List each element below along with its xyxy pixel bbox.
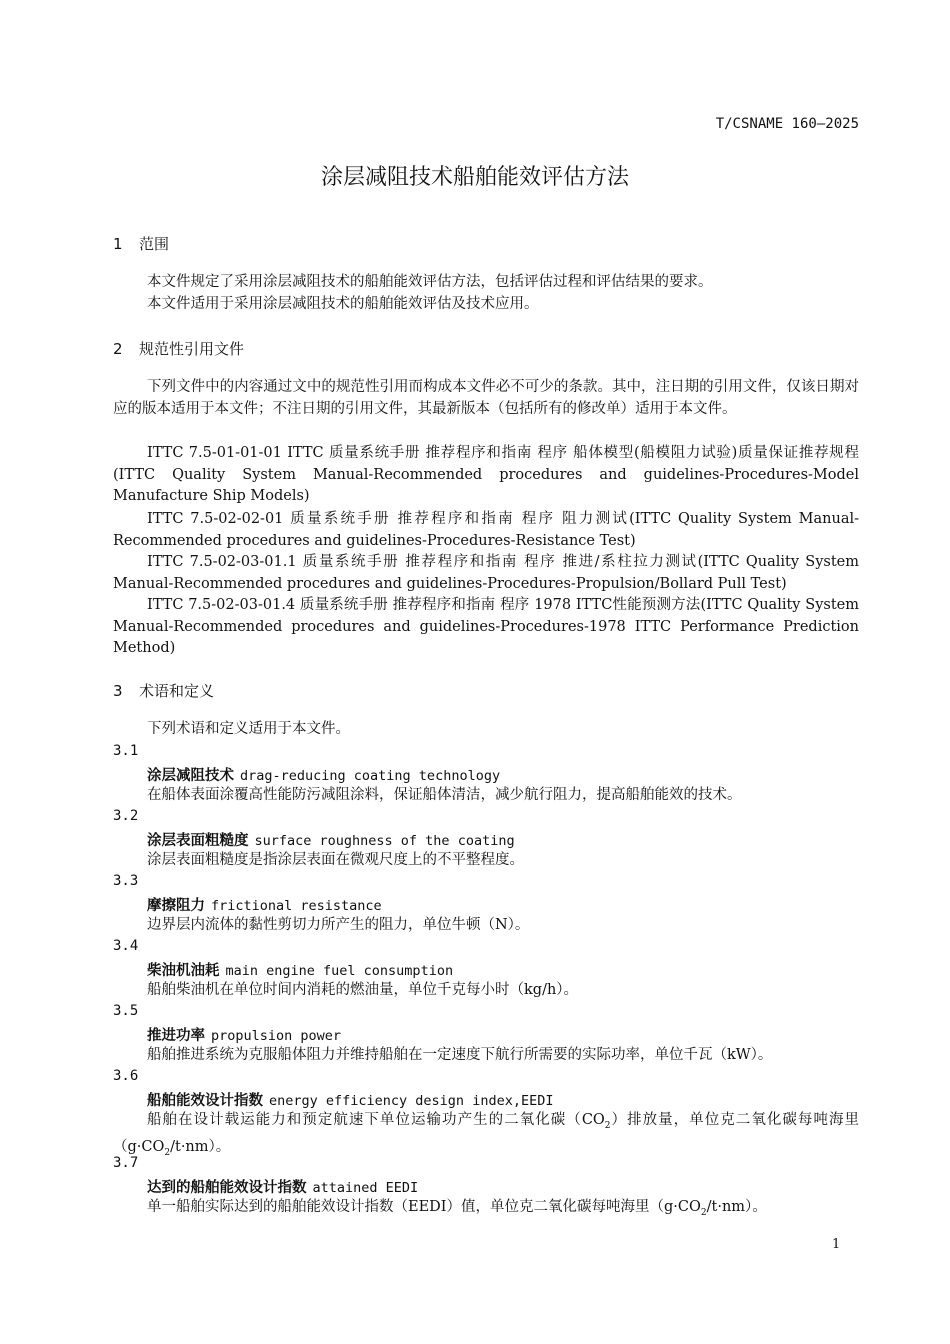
section-title: 术语和定义 [139, 682, 215, 700]
document-title: 涂层减阻技术船舶能效评估方法 [320, 165, 629, 190]
subscript: 2 [164, 1148, 171, 1159]
reference-item: ITTC 7.5-01-01-01 ITTC 质量系统手册 推荐程序和指南 程序 船体模型(船模阻力试验)质量保证推荐规程(ITTC Quality System Manual-Recommended procedures and guidelines-Procedures-Model Manufacture Ship Models) [113, 445, 859, 504]
term-definition [113, 1110, 859, 1165]
term-heading [147, 959, 453, 980]
definition-text: ）排放量，单位克二氧化碳每吨海里（g·CO [113, 1112, 859, 1156]
document-code: T/CSNAME 160—2025 [715, 116, 859, 132]
term-zh: 柴油机油耗 [147, 963, 220, 979]
term-zh: 达到的船舶能效设计指数 [147, 1180, 307, 1196]
section-3-intro: 下列术语和定义适用于本文件。 [147, 721, 350, 737]
section-title: 规范性引用文件 [139, 340, 245, 358]
term-heading [147, 1089, 553, 1110]
term-heading [147, 1024, 341, 1045]
term-number: 3.3 [113, 873, 139, 889]
term-zh: 涂层表面粗糙度 [147, 833, 249, 849]
term-en: energy efficiency design index,EEDI [269, 1093, 554, 1109]
term-definition: 边界层内流体的黏性剪切力所产生的阻力，单位牛顿（N）。 [147, 917, 530, 933]
section-1-para-1: 本文件规定了采用涂层减阻技术的船舶能效评估方法，包括评估过程和评估结果的要求。 [147, 274, 713, 290]
section-2-heading [113, 338, 244, 359]
section-1-para-2: 本文件适用于采用涂层减阻技术的船舶能效评估及技术应用。 [147, 296, 539, 312]
definition-text: 船舶在设计载运能力和预定航速下单位运输功产生的二氧化碳（CO [147, 1112, 605, 1128]
term-definition: 船舶推进系统为克服船体阻力并维持船舶在一定速度下航行所需要的实际功率，单位千瓦（kW）。 [147, 1047, 773, 1063]
section-title: 范围 [139, 235, 170, 253]
term-en: surface roughness of the coating [254, 833, 515, 849]
term-definition [113, 1197, 859, 1224]
reference-item: ITTC 7.5-02-03-01.4 质量系统手册 推荐程序和指南 程序 1978 ITTC性能预测方法(ITTC Quality System Manual-Recommended procedures and guidelines-Procedures-1978 ITTC Performance Prediction Method) [113, 597, 859, 656]
section-number: 2 [113, 340, 123, 358]
section-1-heading [113, 233, 169, 254]
term-zh: 推进功率 [147, 1028, 205, 1044]
term-heading [147, 764, 500, 785]
reference-item: ITTC 7.5-02-02-01 质量系统手册 推荐程序和指南 程序 阻力测试(ITTC Quality System Manual-Recommended procedures and guidelines-Procedures-Resistance Test) [113, 511, 859, 549]
term-heading [147, 829, 515, 850]
term-zh: 船舶能效设计指数 [147, 1093, 263, 1109]
section-number: 1 [113, 235, 123, 253]
term-zh: 涂层减阻技术 [147, 768, 234, 784]
subscript: 2 [604, 1120, 611, 1131]
term-number: 3.1 [113, 743, 139, 759]
term-en: attained EEDI [312, 1180, 419, 1196]
section-number: 3 [113, 682, 123, 700]
term-number: 3.2 [113, 808, 139, 824]
term-number: 3.4 [113, 938, 139, 954]
term-definition: 在船体表面涂覆高性能防污减阻涂料，保证船体清洁，减少航行阻力，提高船舶能效的技术。 [147, 787, 742, 803]
term-en: main engine fuel consumption [225, 963, 454, 979]
definition-text: /t·nm）。 [706, 1199, 767, 1215]
term-en: frictional resistance [211, 898, 382, 914]
term-number: 3.6 [113, 1068, 139, 1084]
definition-text: /t·nm）。 [170, 1139, 231, 1156]
subscript: 2 [700, 1207, 707, 1218]
term-en: propulsion power [211, 1028, 342, 1044]
term-definition: 船舶柴油机在单位时间内消耗的燃油量，单位千克每小时（kg/h）。 [147, 982, 579, 998]
term-zh: 摩擦阻力 [147, 898, 205, 914]
term-heading [147, 1176, 418, 1197]
term-number: 3.5 [113, 1003, 139, 1019]
page-number: 1 [832, 1237, 841, 1252]
term-definition: 涂层表面粗糙度是指涂层表面在微观尺度上的不平整程度。 [147, 852, 524, 868]
definition-text: 单一船舶实际达到的船舶能效设计指数（EEDI）值，单位克二氧化碳每吨海里（g·CO [147, 1199, 701, 1215]
section-3-heading [113, 680, 214, 701]
term-en: drag-reducing coating technology [240, 768, 501, 784]
term-heading [147, 894, 382, 915]
section-2-intro: 下列文件中的内容通过文中的规范性引用而构成本文件必不可少的条款。其中，注日期的引用文件，仅该日期对应的版本适用于本文件；不注日期的引用文件，其最新版本（包括所有的修改单）适用于本文件。 [113, 379, 859, 417]
reference-item: ITTC 7.5-02-03-01.1 质量系统手册 推荐程序和指南 程序 推进/系柱拉力测试(ITTC Quality System Manual-Recommended procedures and guidelines-Procedures-Propulsion/Bollard Pull Test) [113, 554, 859, 592]
term-number: 3.7 [113, 1155, 139, 1171]
